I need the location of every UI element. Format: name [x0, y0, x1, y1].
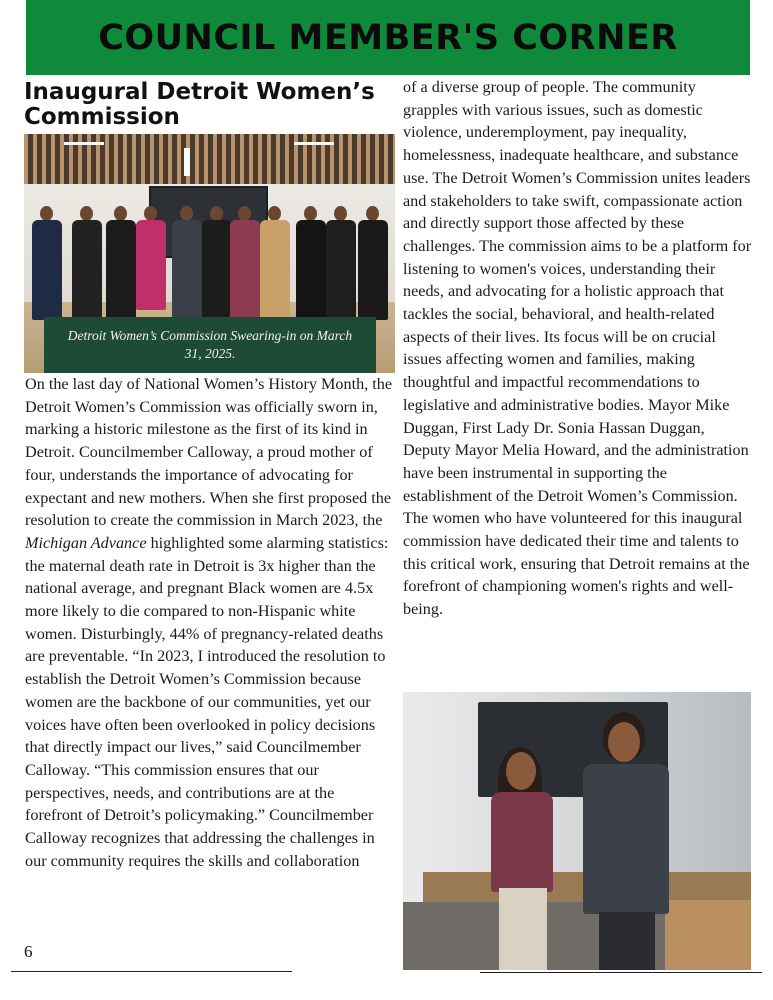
speaker-right [583, 764, 669, 914]
publication-name: Michigan Advance [25, 533, 147, 552]
left-paragraph-part-2: highlighted some alarming statistics: the maternal death rate in Detroit is 3x higher than the national average, and pregnant Black women are 4.5x more likely to die compared to non-Hispanic white women. Disturbingly, 44% of pregnancy-related deaths are preventable. “In 2023, I introduced the resolution to establish the Detroit Women’s Commission because women are the backbone of our communities, yet our voices have often been overlooked in policy decisions that directly impact our lives,” said Councilmember Calloway. “This commission ensures that our perspectives, needs, and contributions are at the forefront of Detroit’s policymaking.” Councilmember Calloway recognizes that addressing the challenges in our community requires the skills and collaboration [25, 533, 389, 870]
caption-text: Detroit Women’s Commission Swearing-in on March 31, 2025. [67, 328, 353, 361]
headline-line-2: Commission [24, 104, 180, 130]
article-headline [24, 80, 396, 130]
footer-rule-right [480, 972, 762, 973]
speaker-left [491, 792, 553, 892]
headline-line-1: Inaugural Detroit Women’s [24, 79, 375, 105]
section-banner [26, 0, 750, 75]
left-column-text [25, 373, 393, 872]
footer-rule-left [11, 971, 292, 972]
page-number: 6 [24, 942, 33, 961]
right-column-text: of a diverse group of people. The community grapples with various issues, such as domestic violence, underemployment, pay inequality, homelessness, inadequate healthcare, and substance use. The Detroit Women’s Commission unites leaders and stakeholders to take swift, compassionate action and directly support those affected by these challenges. The commission aims to be a platform for listening to women's voices, understanding their needs, and advocating for a holistic approach that tackles the social, behavioral, and health-related aspects of their lives. Its focus will be on crucial issues affecting women and families, making thoughtful and impactful recommendations to legislative and administrative bodies. Mayor Mike Duggan, First Lady Dr. Sonia Hassan Duggan, Deputy Mayor Melia Howard, and the administration have been instrumental in supporting the establishment of the Detroit Women’s Commission. The women who have volunteered for this inaugural commission have dedicated their time and talents to this critical work, ensuring that Detroit remains at the forefront of championing women's rights and well-being. [403, 78, 752, 619]
left-paragraph-part-1: On the last day of National Women’s History Month, the Detroit Women’s Commission was officially sworn in, marking a historic milestone as the first of its kind in Detroit. Councilmember Calloway, a proud mother of four, understands the importance of advocating for expectant and new mothers. When she first proposed the resolution to create the commission in March 2023, the [25, 375, 393, 530]
banner-title: COUNCIL MEMBER'S CORNER [98, 17, 678, 58]
photo-caption [44, 317, 376, 373]
speakers-photo-icon [403, 692, 751, 970]
